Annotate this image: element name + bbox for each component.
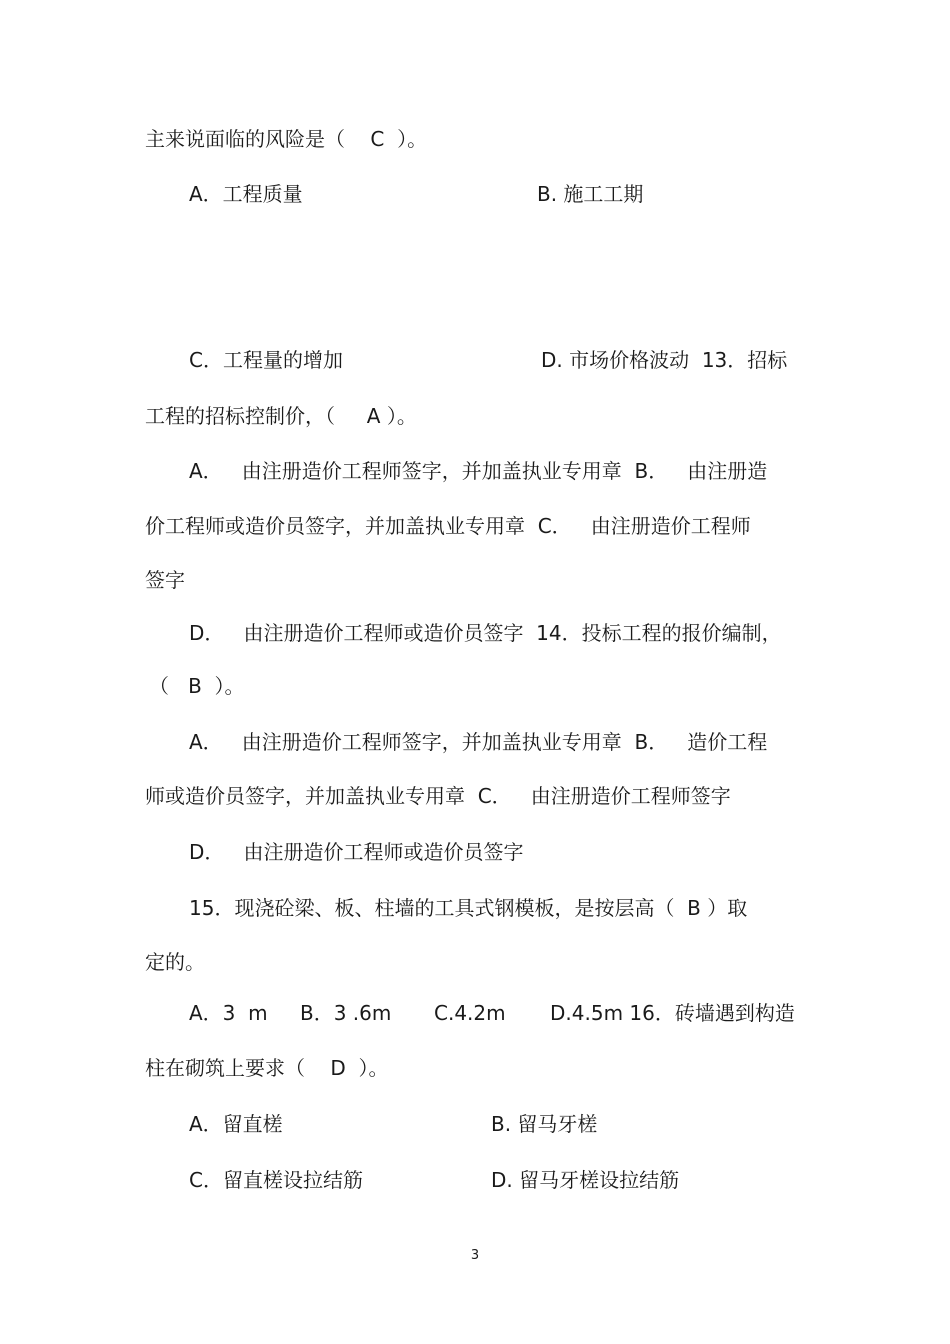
text-line: 签字: [145, 568, 185, 592]
text-line: 定的。: [145, 950, 205, 974]
text-line: 15．现浇砼梁、板、柱墙的工具式钢模板，是按层高（ B ）取: [189, 896, 748, 920]
option-a: A．工程质量: [189, 182, 303, 206]
text-line: D． 由注册造价工程师或造价员签字: [189, 840, 524, 864]
text-line: 柱在砌筑上要求（ D ）。: [145, 1056, 389, 1080]
text-line: 主来说面临的风险是（ C ）。: [145, 127, 428, 151]
option-b: B. 施工工期: [537, 182, 644, 206]
text-line: A． 由注册造价工程师签字，并加盖执业专用章 B． 由注册造: [189, 459, 768, 483]
option-b: B．3 .6m: [300, 1001, 392, 1025]
option-d: D. 市场价格波动 13．招标: [541, 348, 788, 372]
option-c: C．留直槎设拉结筋: [189, 1168, 363, 1192]
option-c: C.4.2m: [434, 1001, 506, 1025]
text-line: 价工程师或造价员签字，并加盖执业专用章 C． 由注册造价工程师: [145, 514, 751, 538]
text-line: （ B ）。: [149, 674, 245, 698]
option-a: A．3 m: [189, 1001, 268, 1025]
text-line: D． 由注册造价工程师或造价员签字 14．投标工程的报价编制，: [189, 621, 782, 645]
option-a: A．留直槎: [189, 1112, 283, 1136]
text-line: 师或造价员签字，并加盖执业专用章 C． 由注册造价工程师签字: [145, 784, 731, 808]
option-d: D. 留马牙槎设拉结筋: [491, 1168, 680, 1192]
text-line: 工程的招标控制价，（ A ）。: [145, 404, 417, 428]
page-number: 3: [470, 1248, 480, 1263]
option-b: B. 留马牙槎: [491, 1112, 598, 1136]
option-c: C．工程量的增加: [189, 348, 343, 372]
text-line: A． 由注册造价工程师签字，并加盖执业专用章 B． 造价工程: [189, 730, 768, 754]
option-d: D.4.5m 16．砖墙遇到构造: [550, 1001, 795, 1025]
